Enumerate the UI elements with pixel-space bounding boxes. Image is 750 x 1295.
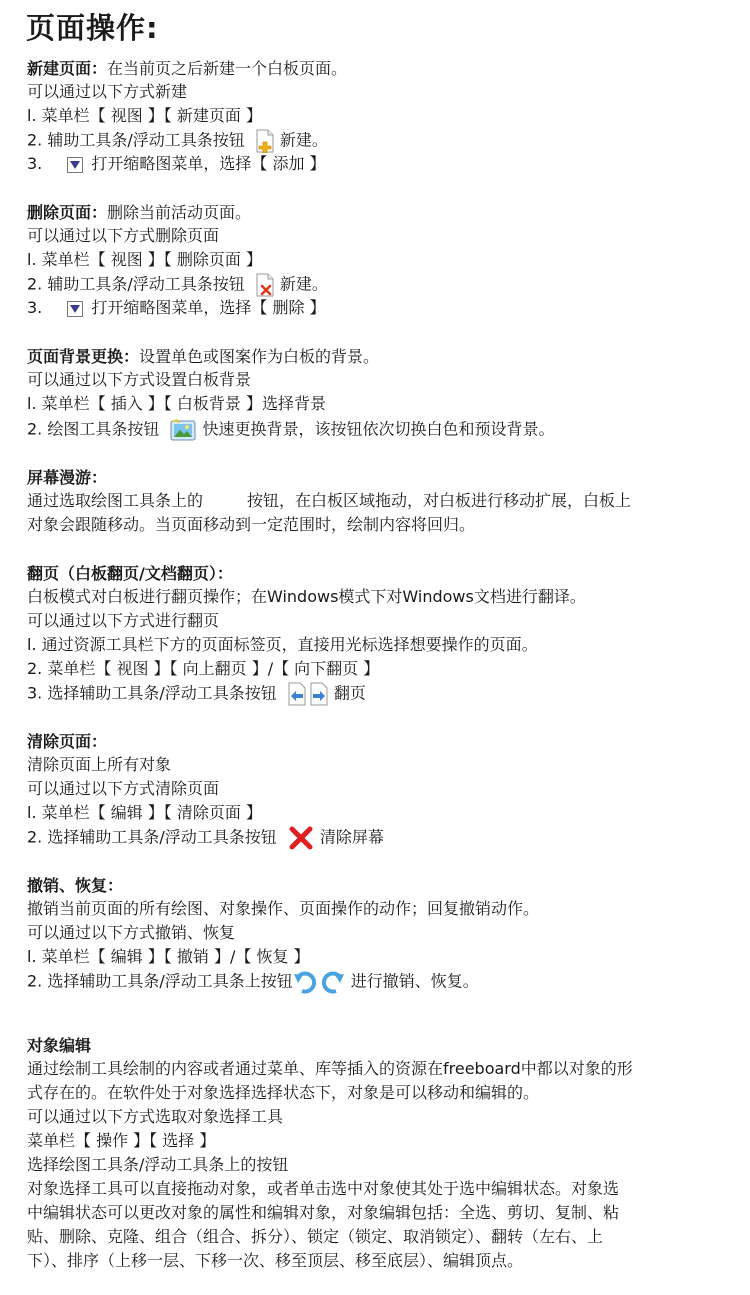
undo-method-1: l. 菜单栏【 编辑 】【 撤销 】/【 恢复 】 — [27, 947, 310, 966]
roam-heading: 屏幕漫游： — [27, 468, 108, 487]
obj-line-2: 式存在的。在软件处于对象选择选择状态下，对象是可以移动和编辑的。 — [27, 1083, 540, 1102]
undo-method-2: 2. 选择辅助工具条/浮动工具条上按钮 进行撤销、恢复。 — [27, 970, 479, 992]
delete-page-intro: 可以通过以下方式删除页面 — [27, 226, 220, 245]
undo-desc: 撤销当前页面的所有绘图、对象操作、页面操作的动作；回复撤销动作。 — [27, 899, 540, 918]
bg-change-method-2: 2. 绘图工具条按钮 快速更换背景，该按钮依次切换白色和预设背景。 — [27, 418, 554, 440]
flip-intro: 可以通过以下方式进行翻页 — [27, 611, 220, 630]
obj-line-7: 中编辑状态可以更改对象的属性和编辑对象，对象编辑包括：全选、剪切、复制、粘 — [27, 1203, 620, 1222]
clear-desc: 清除页面上所有对象 — [27, 755, 172, 774]
flip-method-1: l. 通过资源工具栏下方的页面标签页，直接用光标选择想要操作的页面。 — [27, 635, 538, 654]
bg-change-method-1: l. 菜单栏【 插入 】【 白板背景 】选择背景 — [27, 394, 326, 413]
bg-change-intro: 可以通过以下方式设置白板背景 — [27, 370, 252, 389]
obj-line-3: 可以通过以下方式选取对象选择工具 — [27, 1107, 284, 1126]
new-page-line — [27, 58, 347, 80]
page-title: 页面操作: — [26, 11, 159, 45]
delete-page-icon[interactable] — [254, 273, 276, 297]
undo-icon[interactable] — [293, 970, 319, 994]
delete-page-method-2: 2. 辅助工具条/浮动工具条按钮 新建。 — [27, 273, 328, 295]
new-page-method-1: l. 菜单栏【 视图 】【 新建页面 】 — [27, 106, 262, 125]
new-page-heading: 新建页面： — [27, 59, 108, 78]
undo-heading: 撤销、恢复： — [27, 876, 124, 895]
new-page-desc: 在当前页之后新建一个白板页面。 — [107, 59, 348, 78]
obj-line-9: 下）、排序（上移一层、下移一次、移至顶层、移至底层）、编辑顶点。 — [27, 1251, 524, 1270]
dropdown-triangle-icon[interactable] — [67, 157, 83, 173]
obj-line-1: 通过绘制工具绘制的内容或者通过菜单、库等插入的资源在freeboard中都以对象的形 — [27, 1059, 633, 1078]
roam-line-2: 对象会跟随移动。当页面移动到一定范围时，绘制内容将回归。 — [27, 515, 476, 534]
clear-intro: 可以通过以下方式清除页面 — [27, 779, 220, 798]
flip-method-3: 3. 选择辅助工具条/浮动工具条按钮 翻页 — [27, 682, 366, 704]
new-page-method-3: 3. 打开缩略图菜单，选择【 添加 】 — [27, 154, 326, 173]
delete-page-line: 删除页面：删除当前活动页面。 — [27, 203, 252, 222]
bg-change-line: 页面背景更换：设置单色或图案作为白板的背景。 — [27, 347, 380, 366]
new-page-intro: 可以通过以下方式新建 — [27, 82, 188, 101]
new-page-icon[interactable] — [254, 129, 276, 153]
redo-icon[interactable] — [319, 970, 345, 994]
flip-method-2: 2. 菜单栏【 视图 】【 向上翻页 】/【 向下翻页 】 — [27, 659, 380, 678]
obj-line-5: 选择绘图工具条/浮动工具条上的按钮 — [27, 1155, 289, 1174]
new-page-method-2: 2. 辅助工具条/浮动工具条按钮 新建。 — [27, 129, 328, 151]
clear-method-2: 2. 选择辅助工具条/浮动工具条按钮 清除屏幕 — [27, 826, 384, 848]
page-down-icon[interactable] — [308, 682, 330, 706]
undo-intro: 可以通过以下方式撤销、恢复 — [27, 923, 236, 942]
obj-line-8: 贴、删除、克隆、组合（组合、拆分）、锁定（锁定、取消锁定）、翻转（左右、上 — [27, 1227, 604, 1246]
delete-page-heading: 删除页面： — [27, 203, 108, 222]
roam-line-1: 通过选取绘图工具条上的 按钮，在白板区域拖动，对白板进行移动扩展，白板上 — [27, 491, 632, 510]
obj-heading: 对象编辑 — [27, 1036, 92, 1055]
bg-change-heading: 页面背景更换： — [27, 347, 140, 366]
dropdown-triangle-icon[interactable] — [67, 301, 83, 317]
flip-line-1: 白板模式对白板进行翻页操作；在Windows模式下对Windows文档进行翻译。 — [27, 587, 586, 606]
red-x-icon[interactable] — [288, 826, 314, 850]
clear-method-1: l. 菜单栏【 编辑 】【 清除页面 】 — [27, 803, 262, 822]
clear-heading: 清除页面： — [27, 732, 108, 751]
flip-heading: 翻页（白板翻页/文档翻页）： — [27, 564, 233, 583]
obj-line-4: 菜单栏【 操作 】【 选择 】 — [27, 1131, 216, 1150]
background-image-icon[interactable] — [170, 418, 196, 442]
delete-page-method-1: l. 菜单栏【 视图 】【 删除页面 】 — [27, 250, 262, 269]
page-up-icon[interactable] — [286, 682, 308, 706]
obj-line-6: 对象选择工具可以直接拖动对象，或者单击选中对象使其处于选中编辑状态。对象选 — [27, 1179, 620, 1198]
delete-page-method-3: 3. 打开缩略图菜单，选择【 删除 】 — [27, 298, 326, 317]
